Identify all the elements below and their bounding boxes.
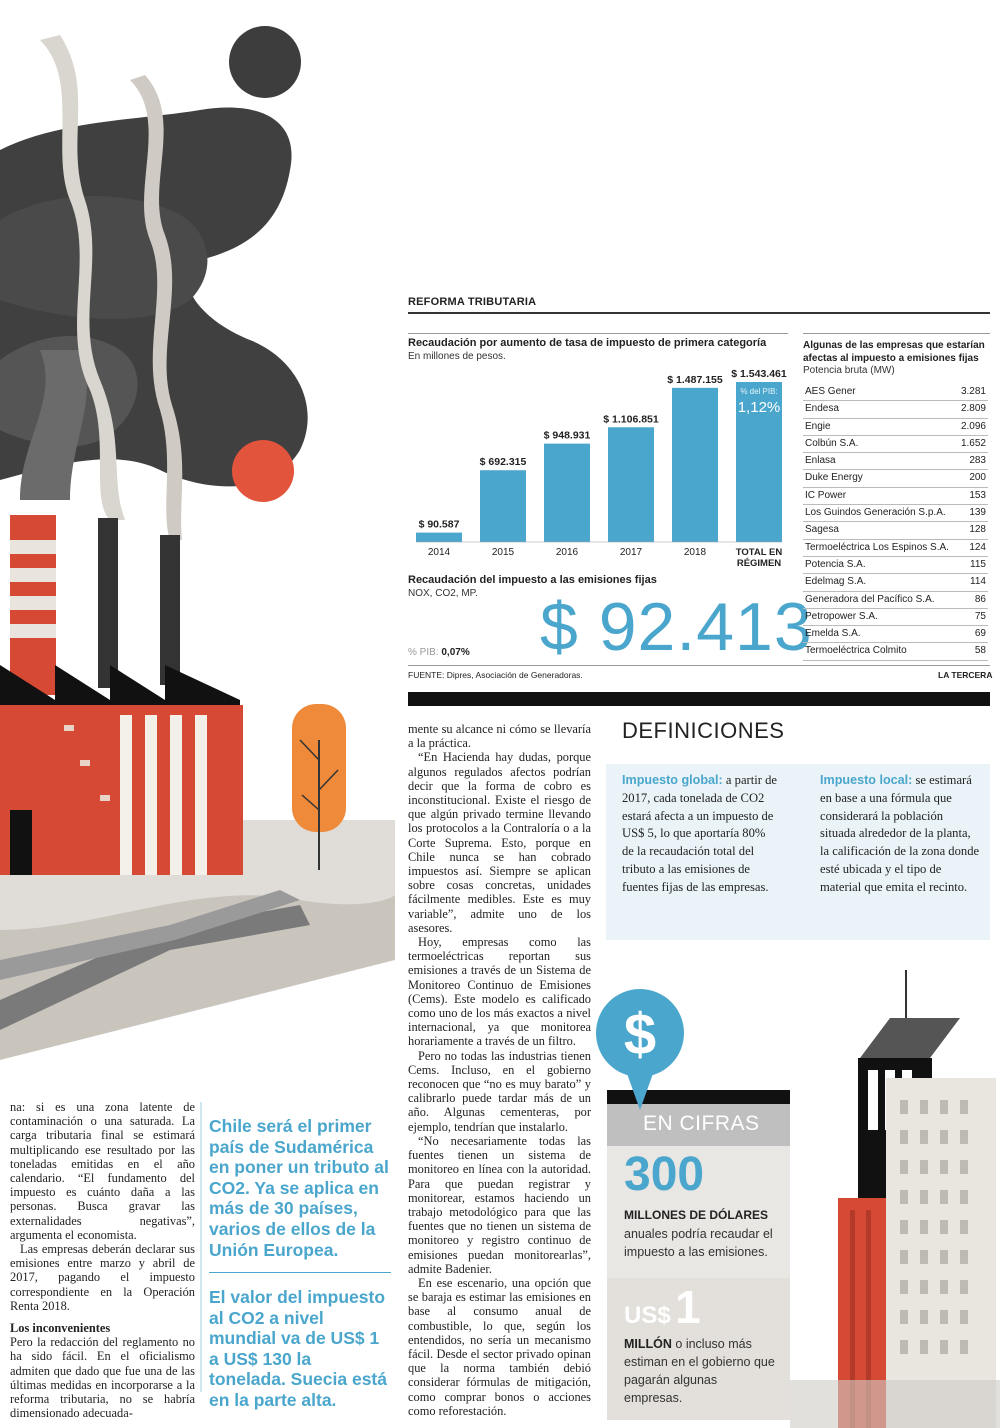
table-row <box>803 609 988 626</box>
divider <box>209 1272 391 1273</box>
company-power: 124 <box>969 541 986 553</box>
x-tick-label: 2016 <box>555 547 579 558</box>
cifra-2-prefix: US$ <box>624 1302 671 1329</box>
company-power: 200 <box>969 472 986 484</box>
cifra-1-unit: MILLONES DE DÓLARES <box>624 1208 769 1222</box>
quote-rule <box>200 1102 202 1392</box>
table-row <box>803 384 988 401</box>
definicion-global-lead: Impuesto global: <box>622 773 723 787</box>
company-power: 153 <box>969 489 986 501</box>
cifra-1-text: anuales podría recaudar el impuesto a las emisiones. <box>624 1227 773 1259</box>
table-row <box>803 419 988 436</box>
section-header: REFORMA TRIBUTARIA <box>408 296 990 314</box>
company-name: Sagesa <box>805 524 839 536</box>
article-paragraph: Las empresas deberán declarar sus emisiones entre marzo y abril de 2017, pagando el impuesto correspondiente en la Operación Renta 2018. <box>10 1242 195 1313</box>
company-name: Los Guindos Generación S.p.A. <box>805 507 946 519</box>
pull-quote: El valor del impuesto al CO2 a nivel mundial va de US$ 1 a US$ 130 la tonelada. Suecia está en la parte alta. <box>209 1287 387 1410</box>
x-tick-label: 2017 <box>619 547 643 558</box>
table-row <box>803 488 988 505</box>
table-row <box>803 540 988 557</box>
company-power: 69 <box>974 628 986 640</box>
company-name: Endesa <box>805 403 839 415</box>
article-paragraph: na: si es una zona latente de contaminación o una saturada. La carga tributaria final se estimará multiplicando ese resultado por las toneladas emitidas en el año calendario. “El fundamento del impuesto es cuánto daña a las personas. Busca gravar las externalidades negativas”, argumenta el economista. <box>10 1100 195 1242</box>
cifra-2-unit: MILLÓN <box>624 1337 672 1351</box>
table-row <box>803 557 988 574</box>
definicion-local <box>820 772 980 897</box>
company-power: 114 <box>970 576 986 588</box>
table-subtitle: Potencia bruta (MW) <box>803 365 895 376</box>
company-name: Engie <box>805 420 831 432</box>
chart-subtitle: En millones de pesos. <box>408 351 506 362</box>
table-row <box>803 505 988 522</box>
definicion-global <box>622 772 780 897</box>
article-paragraph: “No necesariamente todas las fuentes tienen un sistema de monitoreo en línea con la autoridad. Para que puedan registrar y monitorear, estamos haciendo un trabajo metodológico para que las fuentes que no tienen un sistema de monitoreo y registro continuo de emisiones puedan monitorearlas”, admite Badenier. <box>408 1133 591 1276</box>
company-power: 58 <box>974 645 986 657</box>
pull-quote: Chile será el primer país de Sudamérica en poner un tributo al CO2. Ya se aplica en más de 30 países, varios de ellos de la Unión Europea. <box>209 1116 389 1260</box>
definicion-local-text: se estimará en base a una fórmula que considerará la población situada alrededor de la planta, la calificación de la zona donde esté ubicada y el tipo de material que emita el recinto. <box>820 773 980 894</box>
table-row <box>803 643 988 660</box>
pib-label: % del PIB: <box>740 387 778 396</box>
source-note: FUENTE: Dipres, Asociación de Generadoras. <box>408 670 583 680</box>
bar-value-label: $ 1.487.155 <box>667 373 723 386</box>
cifra-2-text-group <box>624 1335 776 1407</box>
emisiones-pib-value: 0,07% <box>441 647 470 658</box>
bar-3 <box>608 427 654 542</box>
table-title: Algunas de las empresas que estarían afectas al impuesto a emisiones fijas <box>803 340 985 364</box>
cifra-1-number: 300 <box>624 1148 705 1201</box>
bar-1 <box>480 470 526 542</box>
definicion-local-lead: Impuesto local: <box>820 773 913 787</box>
emisiones-pib-label: % PIB: <box>408 647 439 658</box>
x-tick-label: 2015 <box>491 547 515 558</box>
company-power: 2.809 <box>960 403 986 415</box>
recaudacion-bar-chart <box>408 360 788 570</box>
company-name: Potencia S.A. <box>805 558 866 570</box>
table-row <box>803 574 988 591</box>
company-power: 139 <box>969 507 986 519</box>
divider <box>408 333 788 334</box>
article-subhead: Los inconvenientes <box>10 1321 111 1336</box>
emisiones-pib <box>408 647 470 658</box>
table-row <box>803 522 988 539</box>
company-name: Edelmag S.A. <box>805 576 867 588</box>
company-name: Petropower S.A. <box>805 610 878 622</box>
table-row <box>803 592 988 609</box>
separator-band <box>408 692 990 706</box>
company-power: 283 <box>969 455 986 467</box>
divider <box>408 665 990 666</box>
article-paragraph: mente su alcance ni cómo se llevaría a la práctica. <box>408 722 591 751</box>
company-power: 86 <box>974 593 986 605</box>
company-power: 2.096 <box>960 420 986 432</box>
x-tick-label: TOTAL EN <box>735 547 783 558</box>
emisiones-value: $ 92.413 <box>540 589 813 665</box>
company-name: Emelda S.A. <box>805 628 861 640</box>
table-row <box>803 470 988 487</box>
company-power: 3.281 <box>960 386 986 397</box>
article-paragraph: “En Hacienda hay dudas, porque algunos regulados afectos podrían decir que la forma de cobro es inconstitucional. Existe el riesgo de que algún privado termine llevando los protocolos a la Contraloría o a la Corte Suprema. Esto, porque en Chile nunca se han cobrado impuestos así. Siempre se aplican sobre cosas concretas, unidades fácilmente medibles. Este es muy variable”, admite uno de los asesores. <box>408 750 591 935</box>
bar-0 <box>416 533 462 542</box>
x-tick-label: RÉGIMEN <box>736 558 782 569</box>
bar-2 <box>544 444 590 542</box>
table-row <box>803 626 988 643</box>
bar-value-label: $ 692.315 <box>479 456 527 469</box>
bar-4 <box>672 388 718 542</box>
company-table <box>803 384 988 661</box>
bar-value-label: $ 948.931 <box>543 429 591 442</box>
brand-label: LA TERCERA <box>938 670 993 680</box>
company-name: AES Gener <box>805 386 856 397</box>
company-name: IC Power <box>805 489 847 501</box>
article-paragraph: Hoy, empresas como las termoeléctricas reportan sus emisiones a través de un Sistema de Monitoreo Continuo de Emisiones (Cems). Este modelo es calificado como uno de los más exactos a nivel internacional, ya que monitorea horariamente a través de un filtro. <box>408 935 591 1049</box>
dollar-pin-icon <box>595 988 685 1113</box>
company-power: 75 <box>974 610 986 622</box>
pib-value: 1,12% <box>737 399 781 416</box>
table-row <box>803 453 988 470</box>
definiciones-title: DEFINICIONES <box>622 718 785 743</box>
factory-illustration <box>0 0 400 1060</box>
bar-value-label: $ 1.106.851 <box>603 413 659 426</box>
article-paragraph: Pero no todas las industrias tienen Cems. Incluso, en el gobierno reconocen que “no es muy barato” y calibrarlo puede tardar más de un año. Algunas cementeras, por ejemplo, tendrían que instalarlo. <box>408 1048 591 1134</box>
company-power: 128 <box>969 524 986 536</box>
company-power: 115 <box>970 558 986 570</box>
bar-value-label: $ 90.587 <box>418 518 460 531</box>
article-paragraph: Pero la redacción del reglamento no ha sido fácil. En el oficialismo admiten que dado que fue una de las últimas medidas en incorporarse a la reforma tributaria, no se habría dimensionado adecuada- <box>10 1335 195 1421</box>
cifras-title: EN CIFRAS <box>607 1104 790 1146</box>
company-name: Enlasa <box>805 455 836 467</box>
chart-title: Recaudación por aumento de tasa de impuesto de primera categoría <box>408 337 767 349</box>
x-tick-label: 2014 <box>427 547 451 558</box>
x-tick-label: 2018 <box>683 547 707 558</box>
article-column-1 <box>10 1100 195 1420</box>
dollar-glyph: $ <box>623 1002 657 1067</box>
divider <box>803 333 990 334</box>
company-name: Duke Energy <box>805 472 863 484</box>
cifra-2-number: 1 <box>675 1281 701 1333</box>
definicion-global-text: a partir de 2017, cada tonelada de CO2 estará afecta a un impuesto de US$ 5, lo que aportaría 80% de la recaudación total del tributo a las emisiones de fuentes fijas de las empresas. <box>622 773 777 894</box>
table-row <box>803 401 988 418</box>
emisiones-title: Recaudación del impuesto a las emisiones fijas <box>408 574 657 586</box>
company-power: 1.652 <box>960 437 986 449</box>
company-name: Termoeléctrica Los Espinos S.A. <box>805 541 949 553</box>
cifra-2-number-group <box>624 1280 701 1334</box>
company-name: Termoeléctrica Colmito <box>805 645 907 657</box>
bar-value-label: $ 1.543.461 <box>731 368 787 380</box>
company-name: Colbún S.A. <box>805 437 859 449</box>
article-column-2 <box>408 722 591 1418</box>
city-illustration <box>790 970 1000 1428</box>
emisiones-subtitle: NOX, CO2, MP. <box>408 588 478 599</box>
article-paragraph: En ese escenario, una opción que se baraja es estimar las emisiones en base al consumo anual de combustible, lo que, según los entendidos, no sería un mecanismo fácil. Desde el sector privado opinan que la norma también debió considerar fórmulas de mitigación, como comprar bonos o acciones como reforestación. <box>408 1275 591 1418</box>
cifra-2-text: o incluso más estiman en el gobierno que pagarán algunas empresas. <box>624 1337 775 1405</box>
table-row <box>803 436 988 453</box>
company-name: Generadora del Pacífico S.A. <box>805 593 935 605</box>
